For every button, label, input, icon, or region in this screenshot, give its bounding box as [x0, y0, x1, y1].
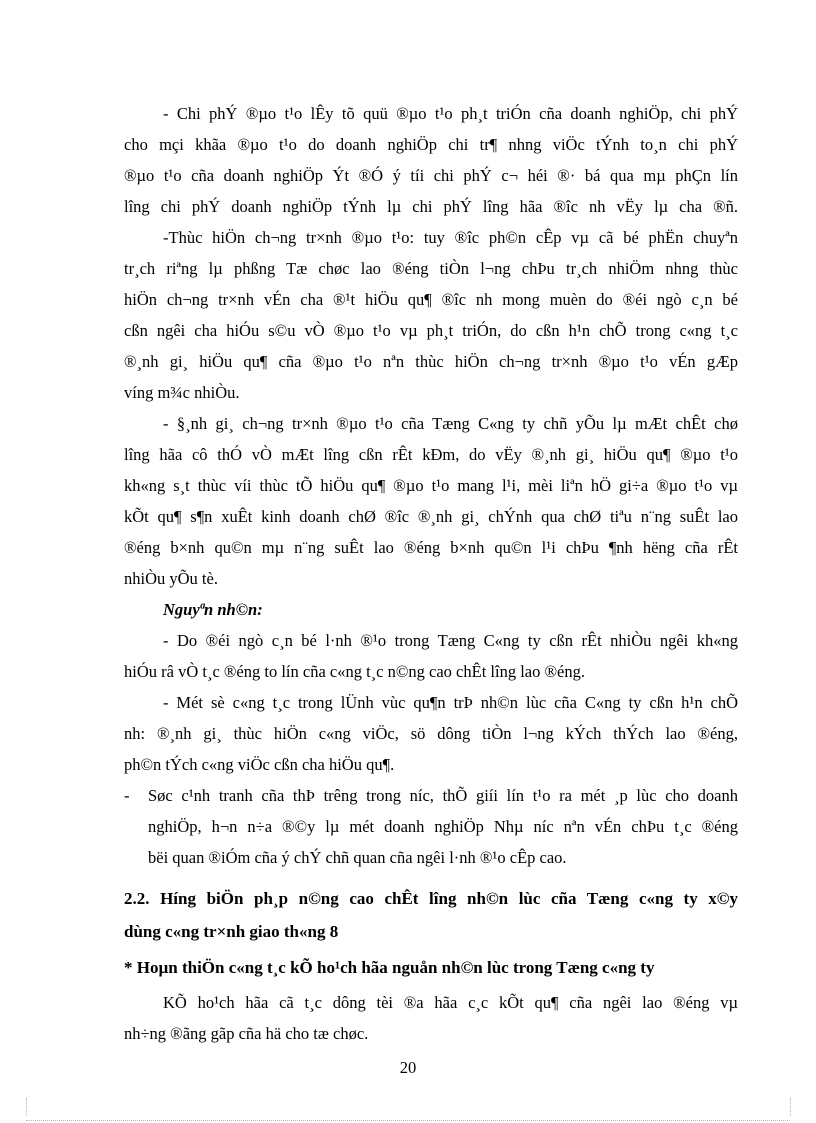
paragraph-line: KÕ ho¹ch hãa cã t¸c dông tèi ®a hãa c¸c kÕt qu¶ cña ngêi lao ®éng vµ [163, 993, 738, 1012]
paragraph-line: hiÖn ch¬ng tr×nh vÉn cha ®¹t hiÖu qu¶ ®îc nh mong muèn do ®éi ngò c¸n bé [124, 290, 738, 309]
paragraph-line: tr¸ch riªng lµ phßng Tæ chøc lao ®éng tiÒn l¬ng chÞu tr¸ch nhiÖm nhng thùc [124, 259, 738, 278]
paragraph-line: cßn ngêi cha hiÓu s©u vÒ ®µo t¹o vµ ph¸t triÓn, do cßn h¹n chÕ trong c«ng t¸c [124, 321, 738, 340]
paragraph-line: Søc c¹nh tranh cña thÞ trêng trong níc, thÕ giíi lín t¹o ra mét ¸p lùc cho doanh [148, 786, 738, 805]
page-corner-mark [790, 1098, 791, 1116]
page-boundary [26, 1120, 790, 1121]
paragraph-line: - §¸nh gi¸ ch¬ng tr×nh ®µo t¹o cña Tæng C«ng ty chñ yÕu lµ mÆt chÊt chø [163, 414, 738, 433]
section-heading: dùng c«ng tr×nh giao th«ng 8 [124, 922, 339, 941]
paragraph-line: - Mét sè c«ng t¸c trong lÜnh vùc qu¶n trÞ nh©n lùc cña C«ng ty cßn h¹n chÕ [163, 693, 738, 712]
paragraph-line: ®µo t¹o cña doanh nghiÖp Ýt ®Ó ý tíi chi phÝ c¬ héi ®· bá qua mµ phÇn lín [124, 166, 738, 185]
paragraph-line: ®¸nh gi¸ hiÖu qu¶ cña ®µo t¹o nªn thùc hiÖn ch¬ng tr×nh ®µo t¹o vÉn gÆp [124, 352, 738, 371]
paragraph-line: - Chi phÝ ®µo t¹o lÊy tõ quü ®µo t¹o ph¸t triÓn cña doanh nghiÖp, chi phÝ [163, 104, 738, 123]
paragraph-line: hiÓu râ vÒ t¸c ®éng to lín cña c«ng t¸c n©ng cao chÊt lîng lao ®éng. [124, 662, 585, 681]
reason-heading: Nguyªn nh©n: [163, 600, 263, 619]
paragraph-line: lîng chi phÝ doanh nghiÖp tÝnh lµ chi phÝ lîng hãa ®îc nh vËy lµ cha ®ñ. [124, 197, 738, 216]
paragraph-line: -Thùc hiÖn ch¬ng tr×nh ®µo t¹o: tuy ®îc ph©n cÊp vµ cã bé phËn chuyªn [163, 228, 738, 247]
paragraph-line: nh÷ng ®ãng gãp cña hä cho tæ chøc. [124, 1024, 369, 1043]
paragraph-line: nh: ®¸nh gi¸ thùc hiÖn c«ng viÖc, sö dông tiÒn l¬ng kÝch thÝch lao ®éng, [124, 724, 738, 743]
paragraph-line: bëi quan ®iÓm cña ý chÝ chñ quan cña ngêi l·nh ®¹o cÊp cao. [148, 848, 567, 867]
page-corner-mark [26, 1098, 27, 1116]
paragraph-line: cho mçi khãa ®µo t¹o do doanh nghiÖp chi tr¶ nhng viÖc tÝnh to¸n chi phÝ [124, 135, 738, 154]
paragraph-line: víng m¾c nhiÒu. [124, 383, 240, 402]
page-number: 20 [399, 1058, 417, 1077]
paragraph-line: ph©n tÝch c«ng viÖc cßn cha hiÖu qu¶. [124, 755, 395, 774]
paragraph-line: lîng hãa cô thÓ vÒ mÆt lîng cßn rÊt kÐm, do vËy ®¸nh gi¸ hiÖu qu¶ ®µo t¹o [124, 445, 738, 464]
paragraph-line: ®éng b×nh qu©n mµ n¨ng suÊt lao ®éng b×nh qu©n l¹i chÞu ¶nh hëng cña rÊt [124, 538, 738, 557]
paragraph-line: kh«ng s¸t thùc víi thùc tÕ hiÖu qu¶ ®µo t¹o mang l¹i, mèi liªn hÖ gi÷a ®µo t¹o vµ [124, 476, 738, 495]
paragraph-line: kÕt qu¶ s¶n xuÊt kinh doanh chØ ®îc ®¸nh gi¸ chÝnh qua chØ tiªu n¨ng suÊt lao [124, 507, 738, 526]
sub-heading: * Hoµn thiÖn c«ng t¸c kÕ ho¹ch hãa nguån nh©n lùc trong Tæng c«ng ty [124, 958, 655, 977]
paragraph-line: nghiÖp, h¬n n÷a ®©y lµ mét doanh nghiÖp Nhµ níc nªn vÉn chÞu t¸c ®éng [148, 817, 738, 836]
section-heading: 2.2. Híng biÖn ph¸p n©ng cao chÊt lîng nh©n lùc cña Tæng c«ng ty x©y [124, 889, 738, 908]
paragraph-line: nhiÒu yÕu tè. [124, 569, 218, 588]
paragraph-line: - Do ®éi ngò c¸n bé l·nh ®¹o trong Tæng C«ng ty cßn rÊt nhiÒu ngêi kh«ng [163, 631, 738, 650]
bullet-marker: - [124, 786, 130, 805]
